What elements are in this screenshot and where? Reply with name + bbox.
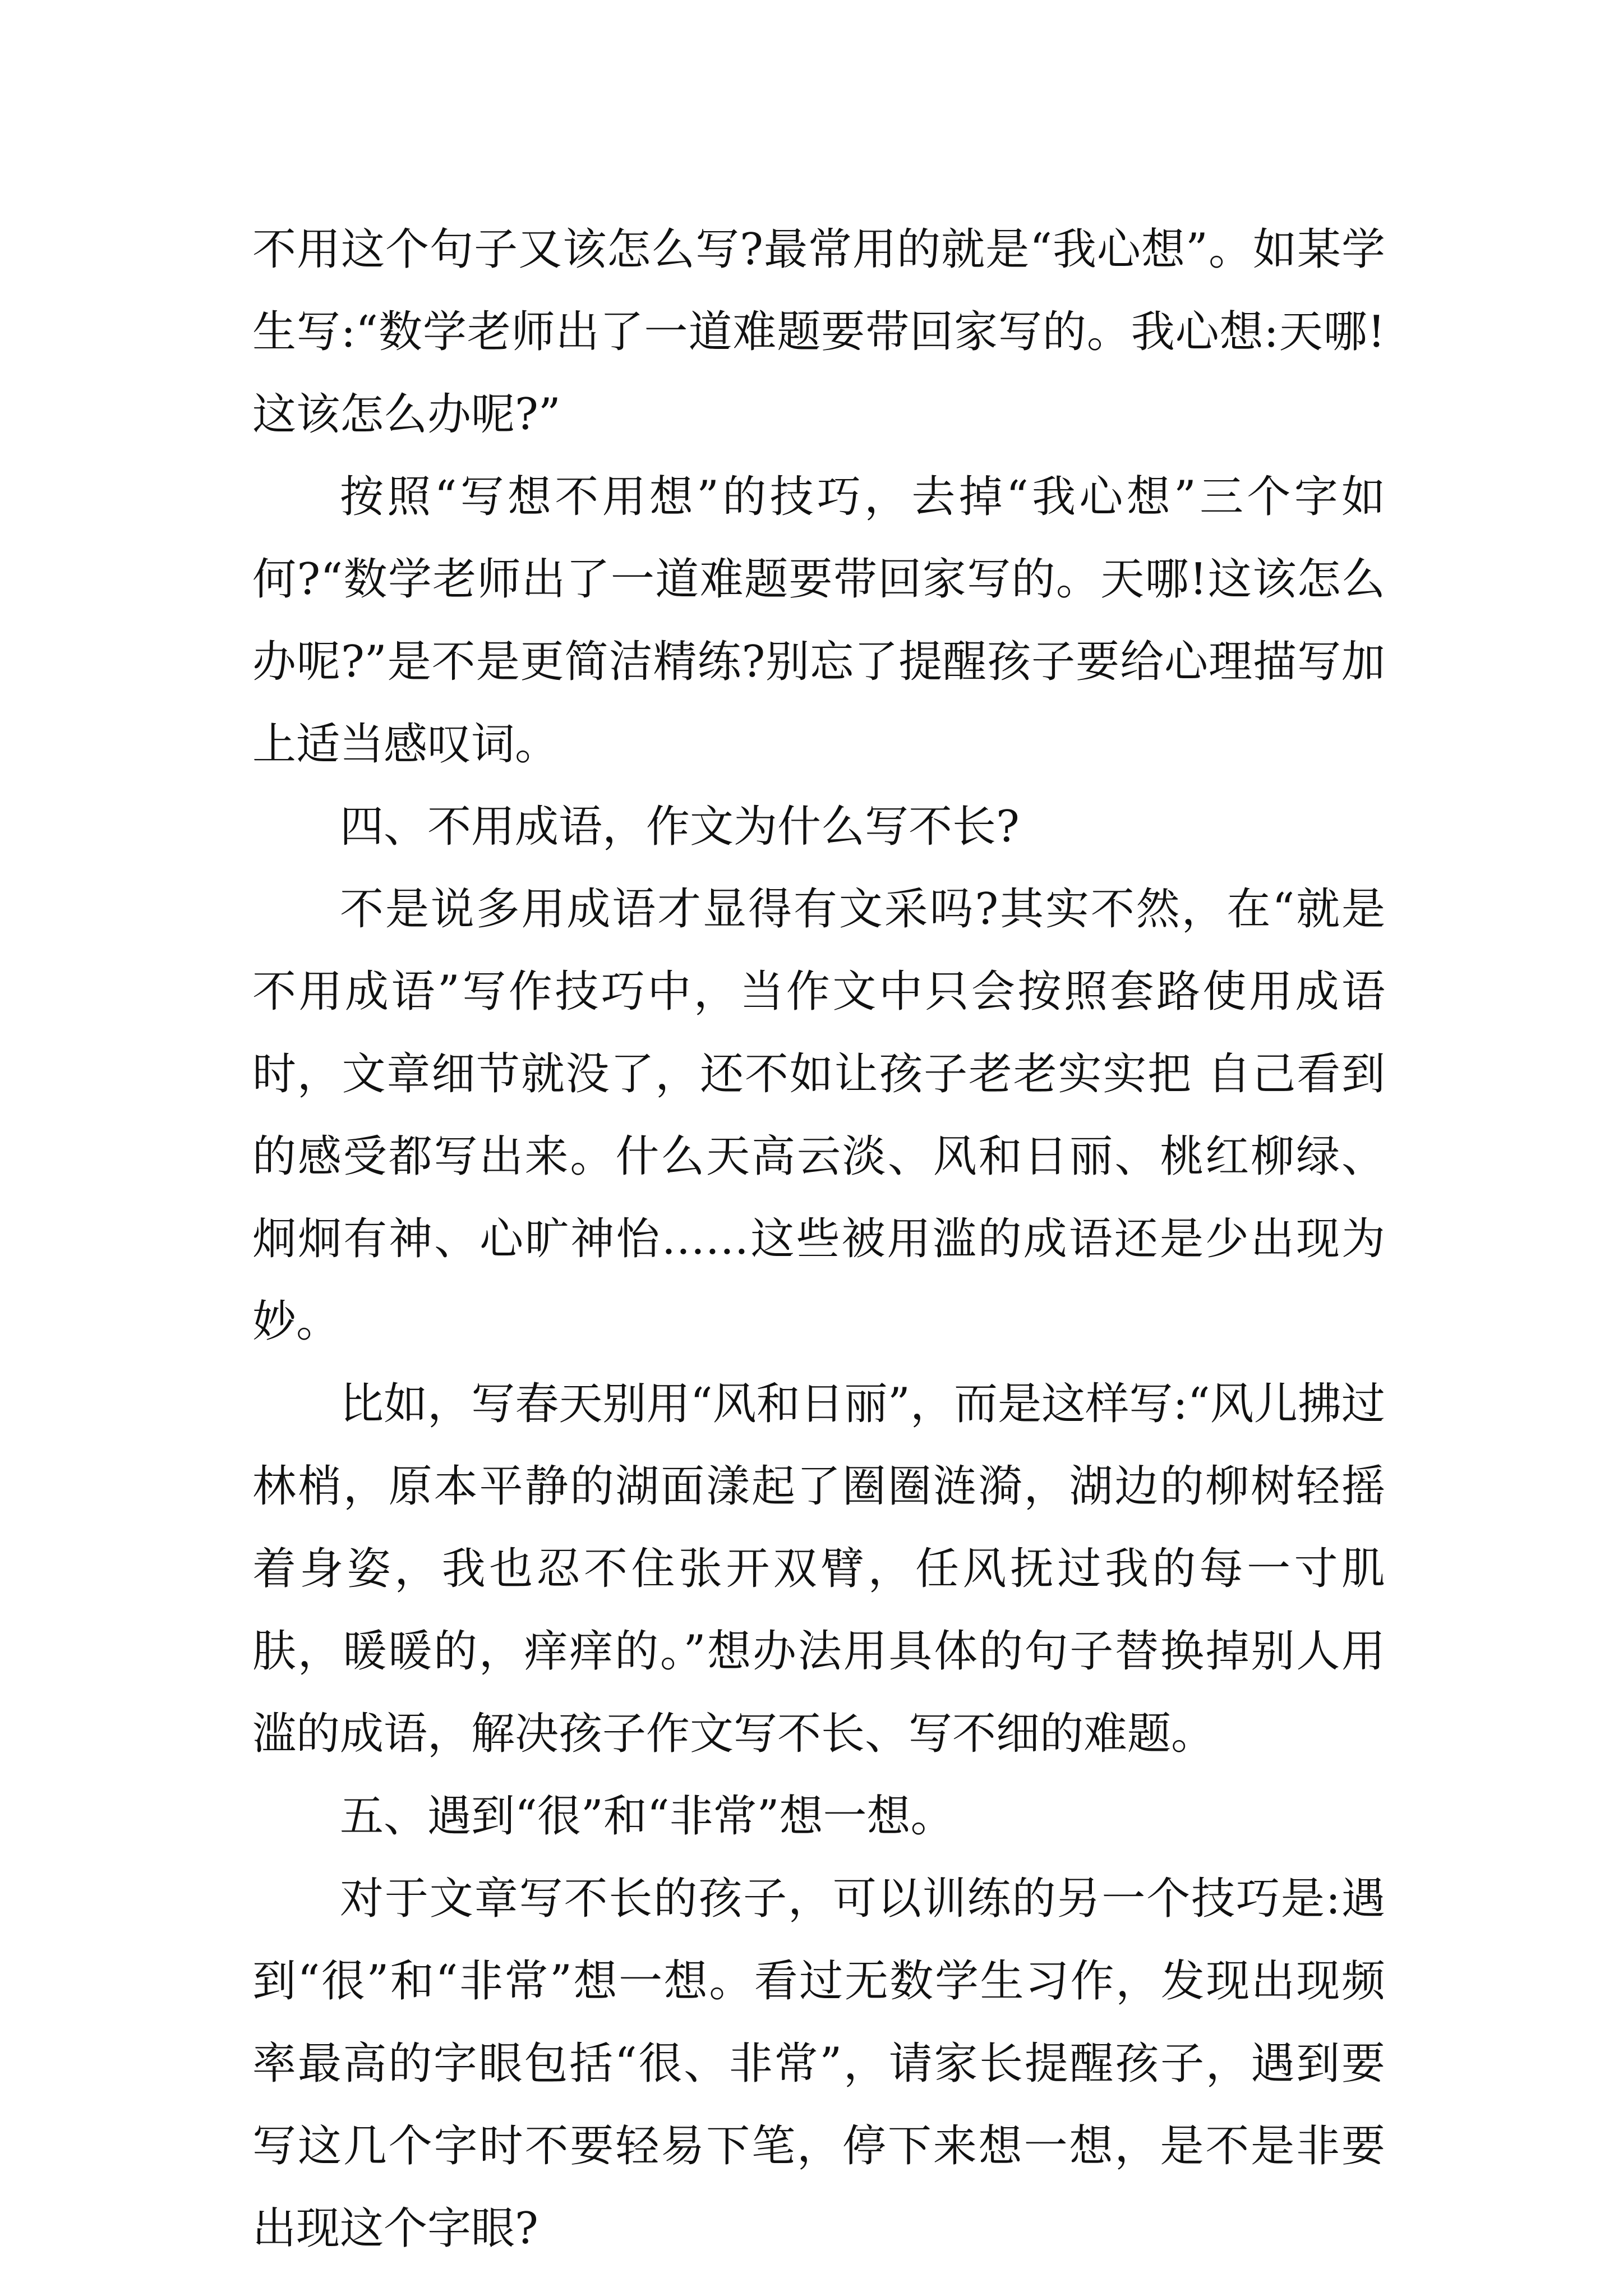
paragraph-example-heart-thought: 按照“写想不用想”的技巧，去掉“我心想”三个字如何?“数学老师出了一道难题要带回家写的。天哪!这该怎么办呢?”是不是更简洁精练?别忘了提醒孩子要给心理描写加上适当感叹词。	[252, 472, 1385, 770]
section-heading-five: 五、遇到“很”和“非常”想一想。	[340, 1791, 955, 1842]
paragraph-very-words: 对于文章写不长的孩子，可以训练的另一个技巧是:遇到“很”和“非常”想一想。看过无数学生习作，发现出现频率最高的字眼包括“很、非常”，请家长提醒孩子，遇到要写这几个字时不要轻易下笔，停下来想一想，是不是非要出现这个字眼?	[252, 1874, 1385, 2254]
paragraph-spring-example: 比如，写春天别用“风和日丽”，而是这样写:“风儿拂过林梢，原本平静的湖面漾起了圈圈涟漪，湖边的柳树轻摇着身姿，我也忍不住张开双臂，任风抚过我的每一寸肌肤，暖暖的，痒痒的。”想办法用具体的句子替换掉别人用滥的成语，解决孩子作文写不长、写不细的难题。	[252, 1379, 1385, 1759]
paragraph-idioms: 不是说多用成语才显得有文采吗?其实不然，在“就是不用成语”写作技巧中，当作文中只会按照套路使用成语时，文章细节就没了，还不如让孩子老老实实把 自己看到的感受都写出来。什么天高云淡、风和日丽、桃红柳绿、炯炯有神、心旷神怡……这些被用滥的成语还是少出现为妙。	[252, 884, 1385, 1347]
paragraph-continuation: 不用这个句子又该怎么写?最常用的就是“我心想”。如某学生写:“数学老师出了一道难题要带回家写的。我心想:天哪!这该怎么办呢?”	[252, 224, 1385, 440]
document-body	[252, 209, 1385, 2270]
section-heading-four: 四、不用成语，作文为什么写不长?	[340, 802, 1020, 852]
